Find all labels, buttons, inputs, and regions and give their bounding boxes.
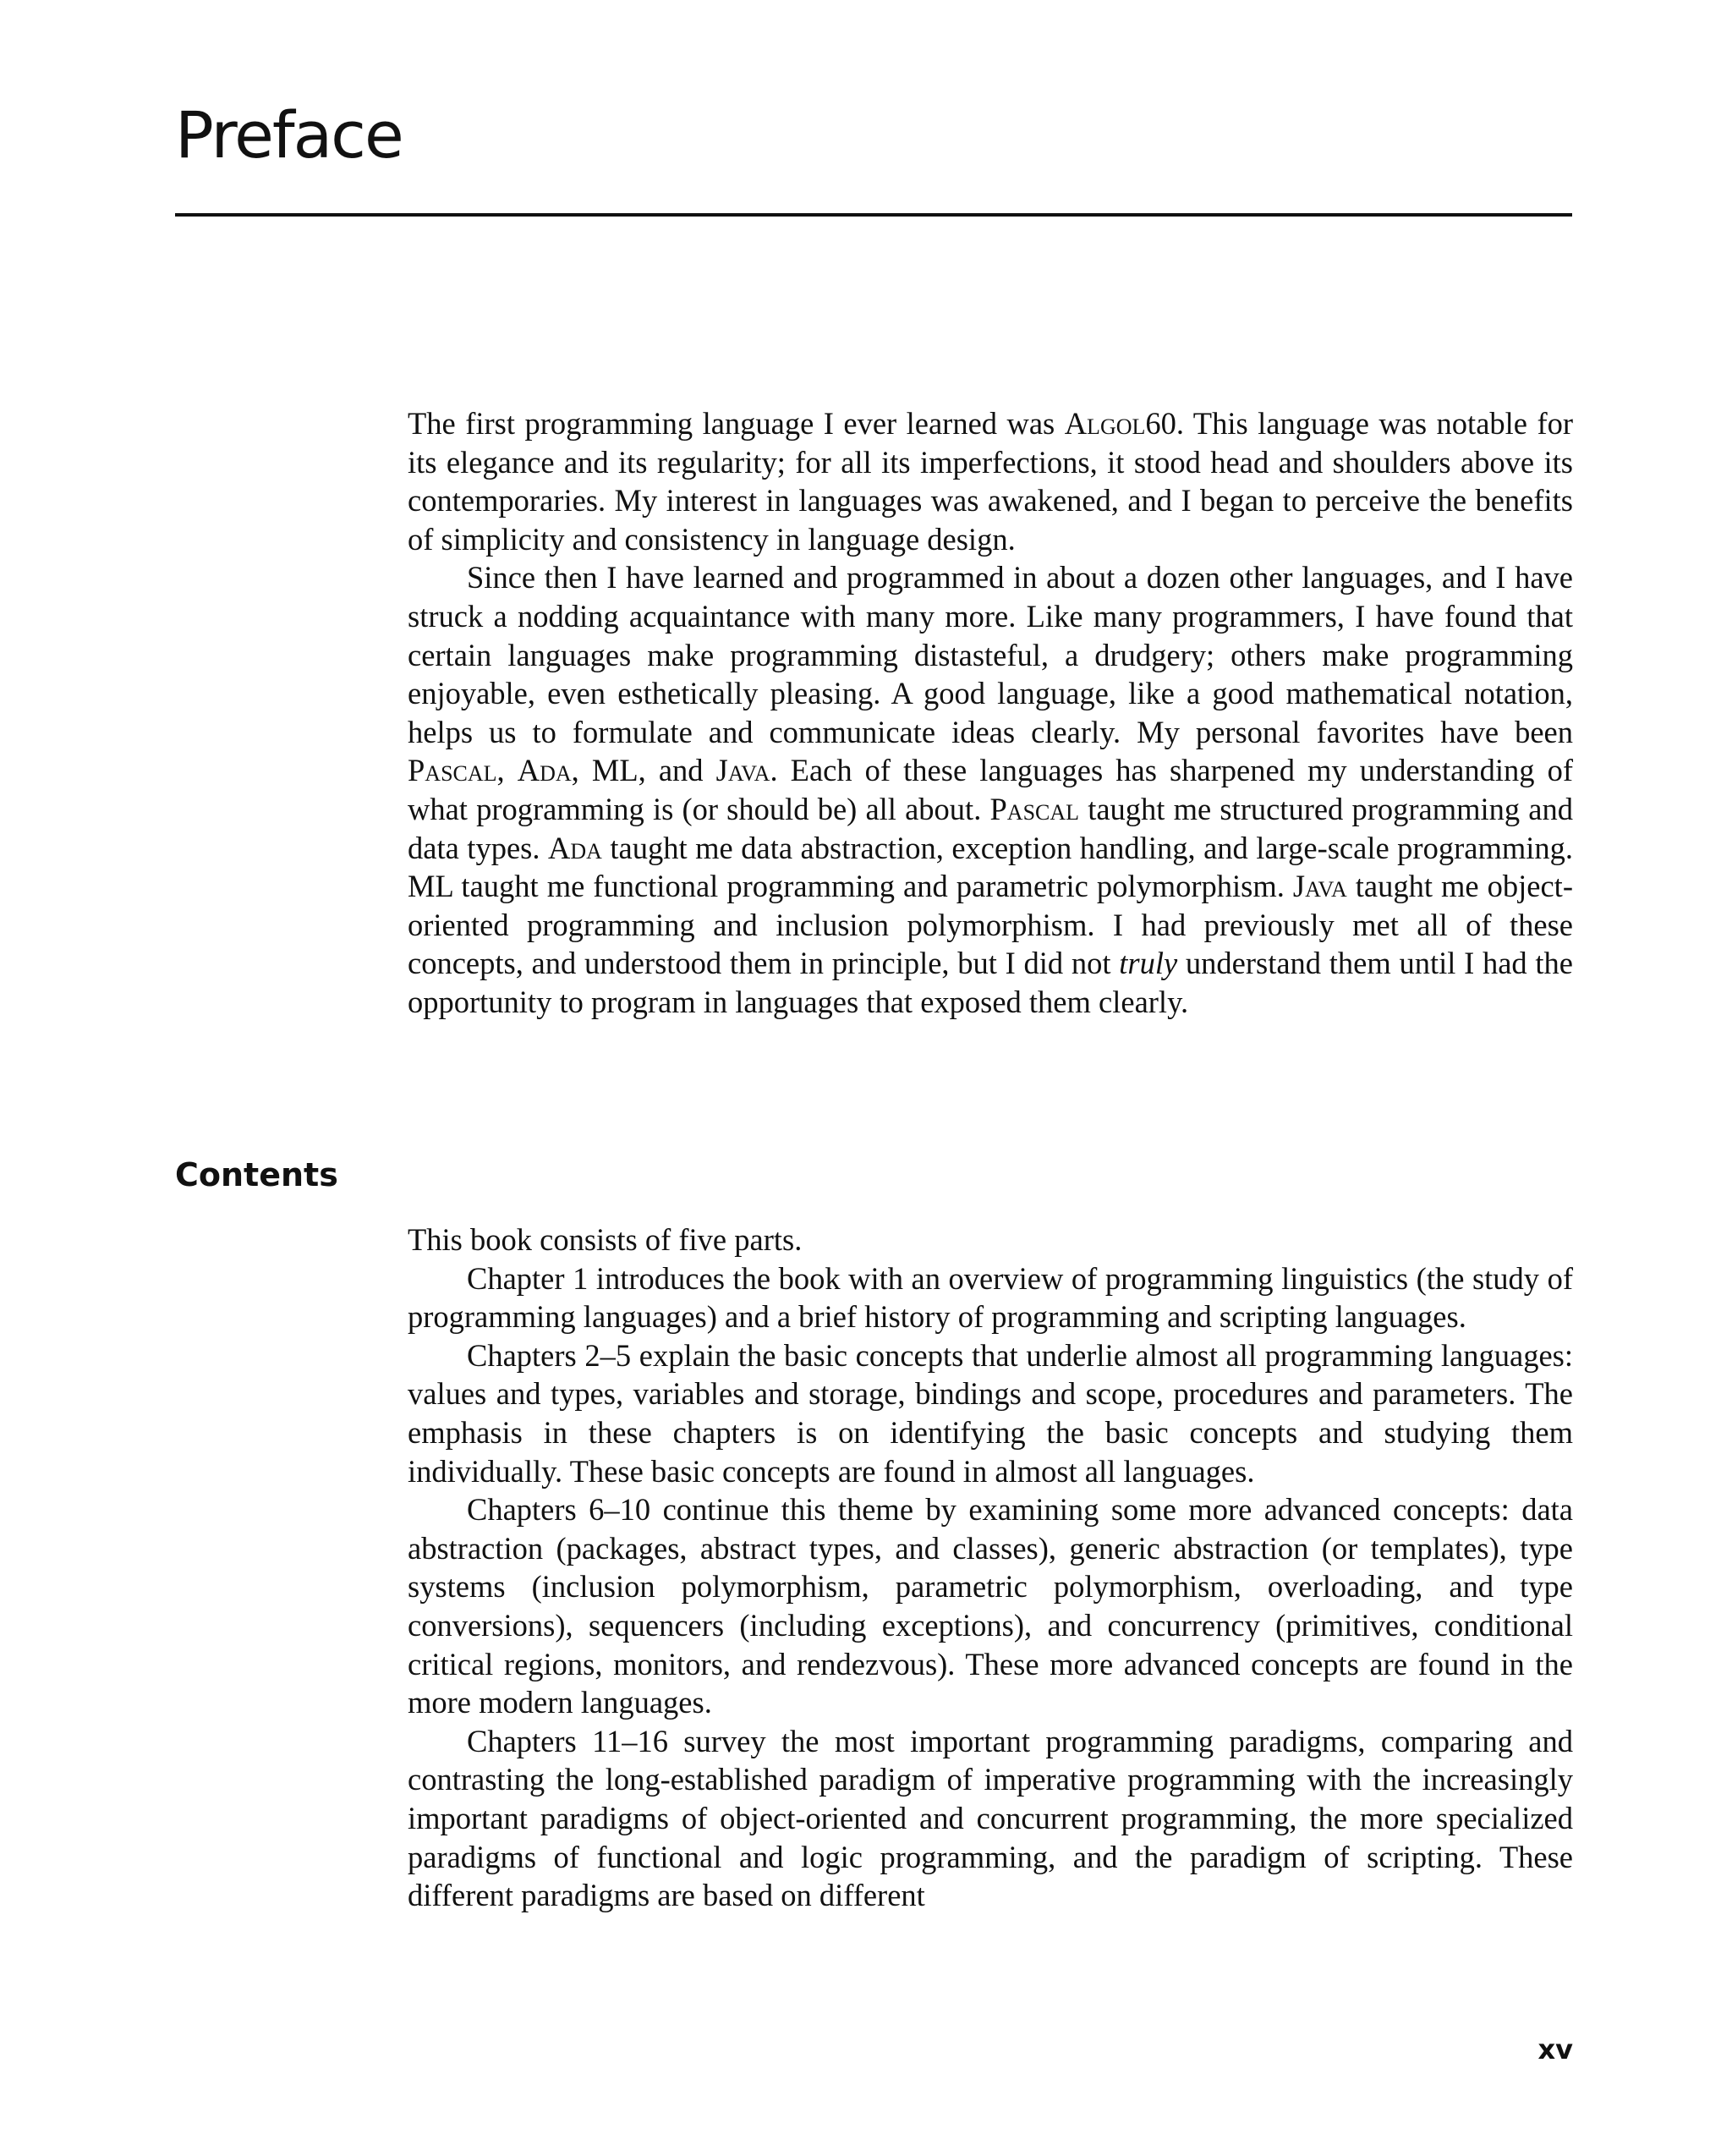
intro-p2-text-j: understand them until I had the opportunity to program in languages that exposed them clearly. [408, 946, 1573, 1019]
term-java: Java [1292, 869, 1347, 904]
page-number: xv [1537, 2033, 1573, 2065]
section-heading-contents: Contents [175, 1156, 338, 1193]
intro-p2-text-a: Since then I have learned and programmed in about a dozen other languages, and I have struck a nodding acquaintance with many more. Like many programmers, I have found that certain languages make programming distasteful, a drudgery; others make programming enjoyable, even esthetically pleasing. A good language, like a good mathematical notation, helps us to formulate and communicate ideas clearly. My personal favorites have been [408, 560, 1573, 749]
intro-p2-text-i: taught me object-oriented programming and inclusion polymorphism. I had previously met all of these concepts, and understood them in principle, but I did not [408, 869, 1573, 981]
term-pascal: Pascal [408, 753, 497, 788]
intro-p2-text-e: . Each of these languages has sharpened my understanding of what programming is (or should be) all about. [408, 753, 1574, 826]
term-algol: Algol [1064, 406, 1146, 441]
intro-paragraph-1 [408, 404, 1573, 558]
term-ml: ML [591, 753, 639, 788]
intro-p1-text-a: The first programming language I ever learned was [408, 406, 1065, 441]
contents-paragraph-5: Chapters 11–16 survey the most important programming paradigms, comparing and contrasting the long-established paradigm of imperative programming with the increasingly important paradigms of object-oriented and concurrent programming, the more specialized paradigms of functional and logic programming, and the paradigm of scripting. These different paradigms are based on different [408, 1723, 1573, 1913]
intro-p2-text-d: , and [638, 753, 716, 788]
term-algol-version: 60 [1145, 406, 1176, 441]
intro-p1-text-b: . This language was notable for its elegance and its regularity; for all its imperfections, it stood head and shoulders above its contemporaries. My interest in languages was awakened, and I began to perceive the benefits of simplicity and consistency in language design. [408, 406, 1573, 557]
contents-paragraph-3: Chapters 2–5 explain the basic concepts that underlie almost all programming languages: values and types, variables and storage, bindings and scope, procedures and parameters. The emphasis in these chapters is on identifying the basic concepts and studying them individually. These basic concepts are found in almost all languages. [408, 1337, 1573, 1489]
page-title: Preface [175, 97, 403, 173]
contents-paragraph-1: This book consists of five parts. [408, 1222, 803, 1257]
term-ml: ML [408, 869, 453, 904]
contents-section [408, 1221, 1573, 1915]
intro-p2-text-h: taught me functional programming and parametric polymorphism. [452, 869, 1293, 904]
intro-p2-text-g: taught me data abstraction, exception handling, and large-scale programming. [601, 830, 1573, 865]
term-ada: Ada [517, 753, 572, 788]
term-truly: truly [1119, 946, 1178, 981]
preface-intro [408, 404, 1573, 1022]
term-pascal: Pascal [989, 791, 1080, 826]
contents-paragraph-2: Chapter 1 introduces the book with an overview of programming linguistics (the study of programming languages) and a brief history of programming and scripting languages. [408, 1260, 1573, 1335]
title-rule [175, 213, 1572, 217]
intro-p2-text-c: , [571, 753, 592, 788]
contents-paragraph-4: Chapters 6–10 continue this theme by examining some more advanced concepts: data abstraction (packages, abstract types, and classes), generic abstraction (or templates), type systems (inclusion polymorphism, parametric polymorphism, overloading, and type conversions), sequencers (including exceptions), and concurrency (primitives, conditional critical regions, monitors, and rendezvous). These more advanced concepts are found in the more modern languages. [408, 1492, 1573, 1720]
intro-p2-text-f: taught me structured programming and data types. [408, 791, 1574, 865]
term-java: Java [715, 753, 770, 788]
intro-paragraph-2 [408, 558, 1573, 1021]
term-ada: Ada [547, 830, 602, 865]
intro-p2-text-b: , [496, 753, 518, 788]
